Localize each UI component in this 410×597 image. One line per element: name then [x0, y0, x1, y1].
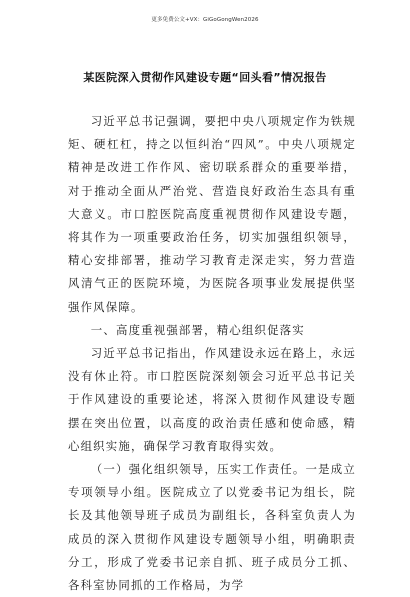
section-heading: 一、高度重视强部署，精心组织促落实: [90, 322, 305, 337]
intro-paragraph: 习近平总书记强调，要把中央八项规定作为铁规矩、硬杠杠，持之以恒纠治“四风”。中央八项规定精神是改进工作作风、密切联系群众的重要举措，对于推动全面从严治党、营造良好政治生态具有重大意义。市口腔医院高度重视贯彻作风建设专题，将其作为一项重要政治任务，切实加强组织领导，精心安排部署，推动学习教育走深走实，努力营造风清气正的医院环境，为医院各项事业发展提供坚强作风保障。: [68, 114, 356, 314]
subsection-paragraph: （一）强化组织领导，压实工作责任。一是成立专项领导小组。医院成立了以党委书记为组长，院长及其他领导班子成员为副组长，各科室负责人为成员的深入贯彻作风建设专题领导小组，明确职责分工，形成了党委书记亲自抓、班子成员分工抓、各科室协同抓的工作格局，为学: [68, 462, 356, 593]
document-title: 某医院深入贯彻作风建设专题“回头看”情况报告: [83, 71, 327, 84]
document-body: [68, 110, 356, 597]
header-note: 更多免费公文+VX：GiGoGongWen2026: [151, 17, 259, 23]
section-paragraph: 习近平总书记指出，作风建设永远在路上，永远没有休止符。市口腔医院深刻领会习近平总书记关于作风建设的重要论述，将深入贯彻作风建设专题摆在突出位置，以高度的政治责任感和使命感，精心组织实施，确保学习教育取得实效。: [68, 346, 356, 453]
